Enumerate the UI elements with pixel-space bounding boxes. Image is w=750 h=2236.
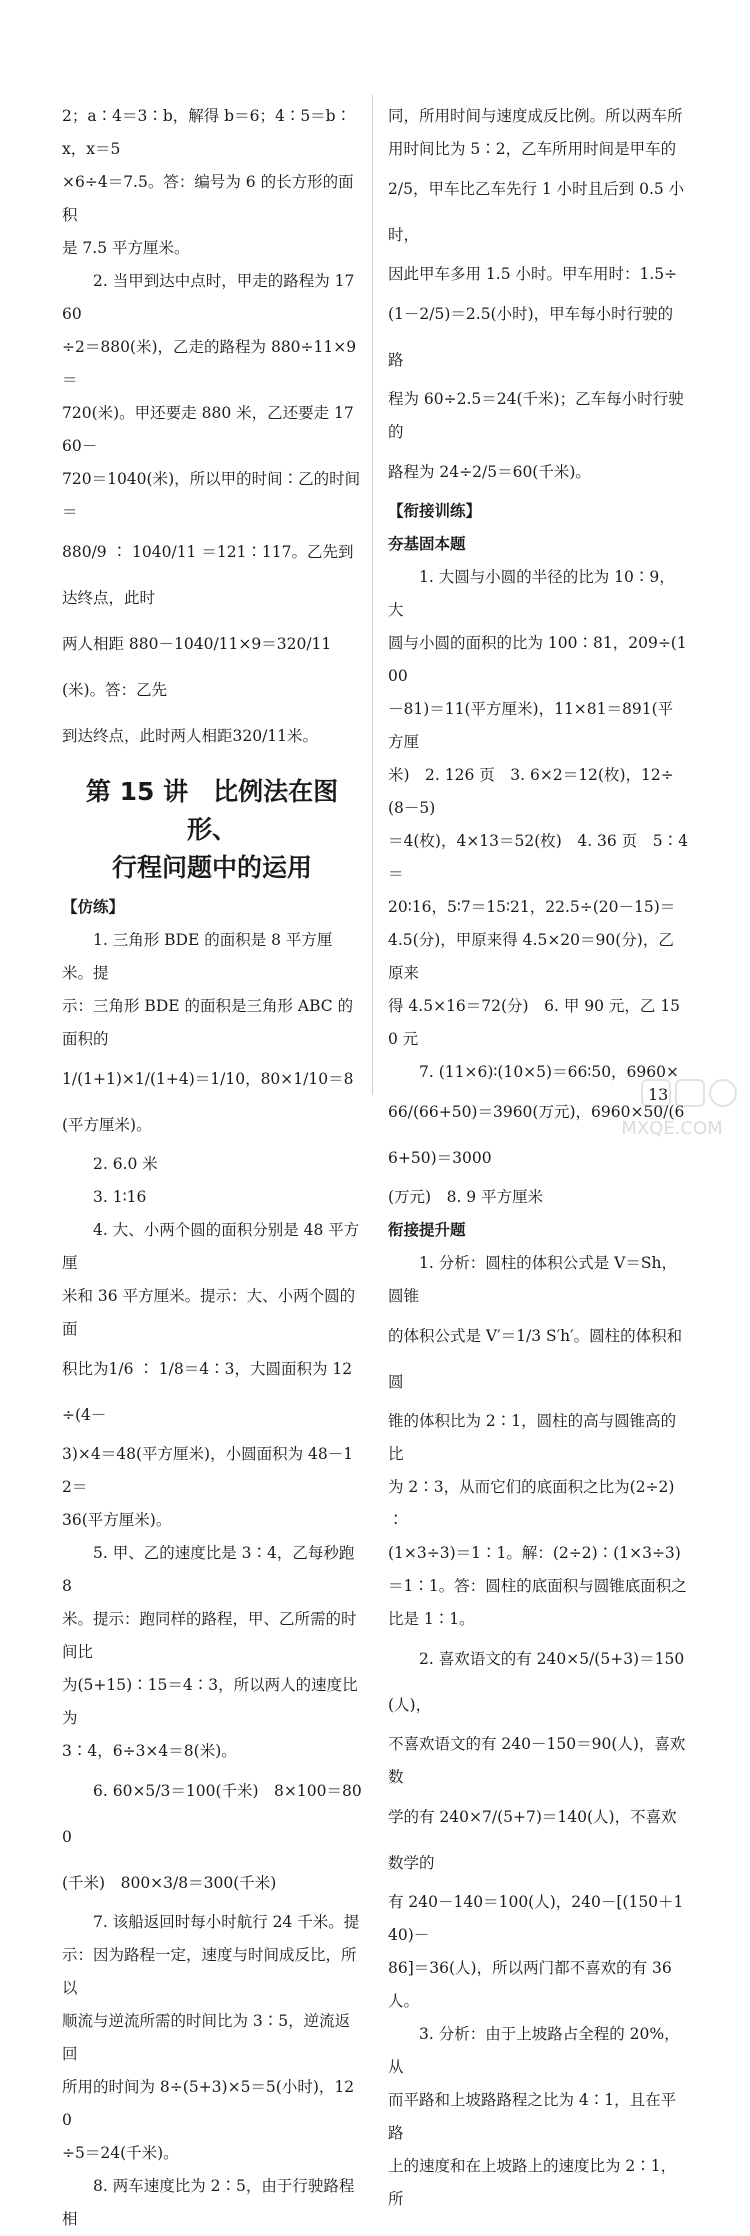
text-line: 3∶4，6÷3×4＝8(米)。 — [62, 1742, 237, 1760]
text-line: －81)＝11(平方厘米)，11×81＝891(平方厘 — [388, 700, 674, 751]
text-line: 3. 分析：由于上坡路占全程的 20%，从 — [388, 2025, 680, 2076]
text-line: 4.5(分)，甲原来得 4.5×20＝90(分)，乙原来 — [388, 931, 674, 982]
fraction-line: 1/(1+1)×1/(1+4)＝1/10，80×1/10＝8(平方厘米)。 — [62, 1070, 354, 1134]
text-line: 不喜欢语文的有 240－150＝90(人)，喜欢数 — [388, 1735, 686, 1786]
fraction-line: 2. 喜欢语文的有 240×5/(5+3)＝150(人)， — [388, 1650, 685, 1714]
fraction-line: 到达终点，此时两人相距320/11米。 — [62, 727, 319, 745]
column-divider — [372, 95, 373, 1095]
text-line: 示：因为路程一定，速度与时间成反比，所以 — [62, 1946, 357, 1997]
text-line: 因此甲车多用 1.5 小时。甲车用时：1.5÷ — [388, 265, 678, 283]
text-line: 86]＝36(人)，所以两门都不喜欢的有 36 人。 — [388, 1959, 677, 2010]
text-line: 20∶16，5∶7＝15∶21，22.5÷(20－15)＝ — [388, 898, 676, 916]
text-line: 720(米)。甲还要走 880 米，乙还要走 1760－ — [62, 404, 354, 455]
text-line: 米。提示：跑同样的路程，甲、乙所需的时间比 — [62, 1610, 357, 1661]
text-line: 2. 当甲到达中点时，甲走的路程为 1760 — [62, 272, 355, 323]
fraction-line: 学的有 240×7/(5+7)＝140(人)，不喜欢数学的 — [388, 1808, 677, 1872]
left-column — [62, 100, 362, 2236]
text-line: 用时间比为 5∶2，乙车所用时间是甲车的 — [388, 140, 677, 158]
fraction-line: (1－2/5)＝2.5(小时)，甲车每小时行驶的路 — [388, 305, 674, 369]
text-line: 1. 三角形 BDE 的面积是 8 平方厘米。提 — [62, 931, 333, 982]
fraction-line: 880/9 ∶ 1040/11 ＝121∶117。乙先到达终点，此时 — [62, 543, 354, 607]
text-line: 圆与小圆的面积的比为 100∶81，209÷(100 — [388, 634, 687, 685]
text-line: 2；a∶4＝3∶b，解得 b＝6；4∶5＝b∶x，x＝5 — [62, 107, 352, 158]
fraction-line: 2/5，甲车比乙车先行 1 小时且后到 0.5 小时， — [388, 180, 685, 244]
text-line: 3)×4＝48(平方厘米)，小圆面积为 48－12＝ — [62, 1445, 354, 1496]
text-line: ×6÷4＝7.5。答：编号为 6 的长方形的面积 — [62, 173, 354, 224]
page-number: 13 — [648, 1085, 669, 1104]
text-line: 8. 两车速度比为 2∶5，由于行驶路程相 — [62, 2177, 355, 2228]
fraction-line: (千米) 800×3/8＝300(千米) — [62, 1874, 277, 1892]
watermark-logo — [612, 1078, 742, 1140]
text-line: 7. (11×6)∶(10×5)＝66∶50，6960× — [419, 1063, 679, 1081]
text-line: (万元) 8. 9 平方厘米 — [388, 1188, 544, 1206]
fraction-line: 路程为 24÷2/5＝60(千米)。 — [388, 463, 591, 481]
text-line: 7. 该船返回时每小时航行 24 千米。提 — [93, 1913, 360, 1931]
lecture-title-line1: 第 15 讲 比例法在图形、 — [85, 777, 339, 844]
text-line: ÷2＝880(米)，乙走的路程为 880÷11×9＝ — [62, 338, 357, 389]
fraction-line: 的体积公式是 V′＝1/3 S′h′。圆柱的体积和圆 — [388, 1327, 683, 1391]
text-line: 720＝1040(米)，所以甲的时间∶乙的时间＝ — [62, 470, 361, 521]
text-line: 为(5+15)∶15＝4∶3，所以两人的速度比为 — [62, 1676, 358, 1727]
text-line: ＝1∶1。答：圆柱的底面积与圆锥底面积之 — [388, 1577, 687, 1595]
right-column — [388, 100, 688, 2216]
section-practice: 【仿练】 — [62, 898, 125, 916]
text-line: 上的速度和在上坡路上的速度比为 2∶1，所 — [388, 2157, 677, 2208]
answer-2: 2. 6.0 米 — [93, 1155, 158, 1173]
fraction-line: 6. 60×5/3＝100(千米) 8×100＝800 — [62, 1782, 362, 1846]
subsection-basic: 夯基固本题 — [388, 535, 466, 553]
text-line: ＝4(枚)，4×13＝52(枚) 4. 36 页 5∶4＝ — [388, 832, 688, 883]
text-line: 米) 2. 126 页 3. 6×2＝12(枚)，12÷(8－5) — [388, 766, 674, 817]
fraction-line: 66/(66+50)＝3960(万元)，6960×50/(66+50)＝3000 — [388, 1103, 685, 1167]
text-line: (1×3÷3)＝1∶1。解：(2÷2)∶(1×3÷3) — [388, 1544, 681, 1562]
lecture-title — [62, 773, 362, 887]
text-line: 1. 大圆与小圆的半径的比为 10∶9，大 — [388, 568, 675, 619]
text-line: 同，所用时间与速度成反比例。所以两车所 — [388, 107, 683, 125]
fraction-line: 积比为1/6 ∶ 1/8＝4∶3，大圆面积为 12÷(4－ — [62, 1360, 353, 1424]
text-line: 程为 60÷2.5＝24(千米)；乙车每小时行驶的 — [388, 390, 684, 441]
text-line: 米和 36 平方厘米。提示：大、小两个圆的面 — [62, 1287, 356, 1338]
answer-3: 3. 1∶16 — [93, 1188, 147, 1206]
text-line: 是 7.5 平方厘米。 — [62, 239, 190, 257]
text-line: 得 4.5×16＝72(分) 6. 甲 90 元，乙 150 元 — [388, 997, 681, 1048]
text-line: 为 2∶3，从而它们的底面积之比为(2÷2)∶ — [388, 1478, 675, 1529]
text-line: 4. 大、小两个圆的面积分别是 48 平方厘 — [62, 1221, 360, 1272]
text-line: 比是 1∶1。 — [388, 1610, 475, 1628]
text-line: 36(平方厘米)。 — [62, 1511, 172, 1529]
subsection-advanced: 衔接提升题 — [388, 1221, 466, 1239]
text-line: 1. 分析：圆柱的体积公式是 V＝Sh，圆锥 — [388, 1254, 677, 1305]
text-line: 5. 甲、乙的速度比是 3∶4，乙每秒跑 8 — [62, 1544, 360, 1595]
text-line: 所用的时间为 8÷(5+3)×5＝5(小时)，120 — [62, 2078, 355, 2129]
lecture-title-line2: 行程问题中的运用 — [111, 853, 312, 882]
fraction-line: 两人相距 880－1040/11×9＝320/11(米)。答：乙先 — [62, 635, 332, 699]
text-line: 有 240－140＝100(人)，240－[(150＋140)－ — [388, 1893, 684, 1944]
text-line: ÷5＝24(千米)。 — [62, 2144, 179, 2162]
section-bridge: 【衔接训练】 — [388, 502, 482, 520]
text-line: 示：三角形 BDE 的面积是三角形 ABC 的面积的 — [62, 997, 354, 1048]
text-line: 锥的体积比为 2∶1，圆柱的高与圆锥高的比 — [388, 1412, 677, 1463]
svg-text:MXQE.COM: MXQE.COM — [621, 1118, 723, 1139]
text-line: 而平路和上坡路路程之比为 4∶1，且在平路 — [388, 2091, 677, 2142]
text-line: 顺流与逆流所需的时间比为 3∶5，逆流返回 — [62, 2012, 351, 2063]
